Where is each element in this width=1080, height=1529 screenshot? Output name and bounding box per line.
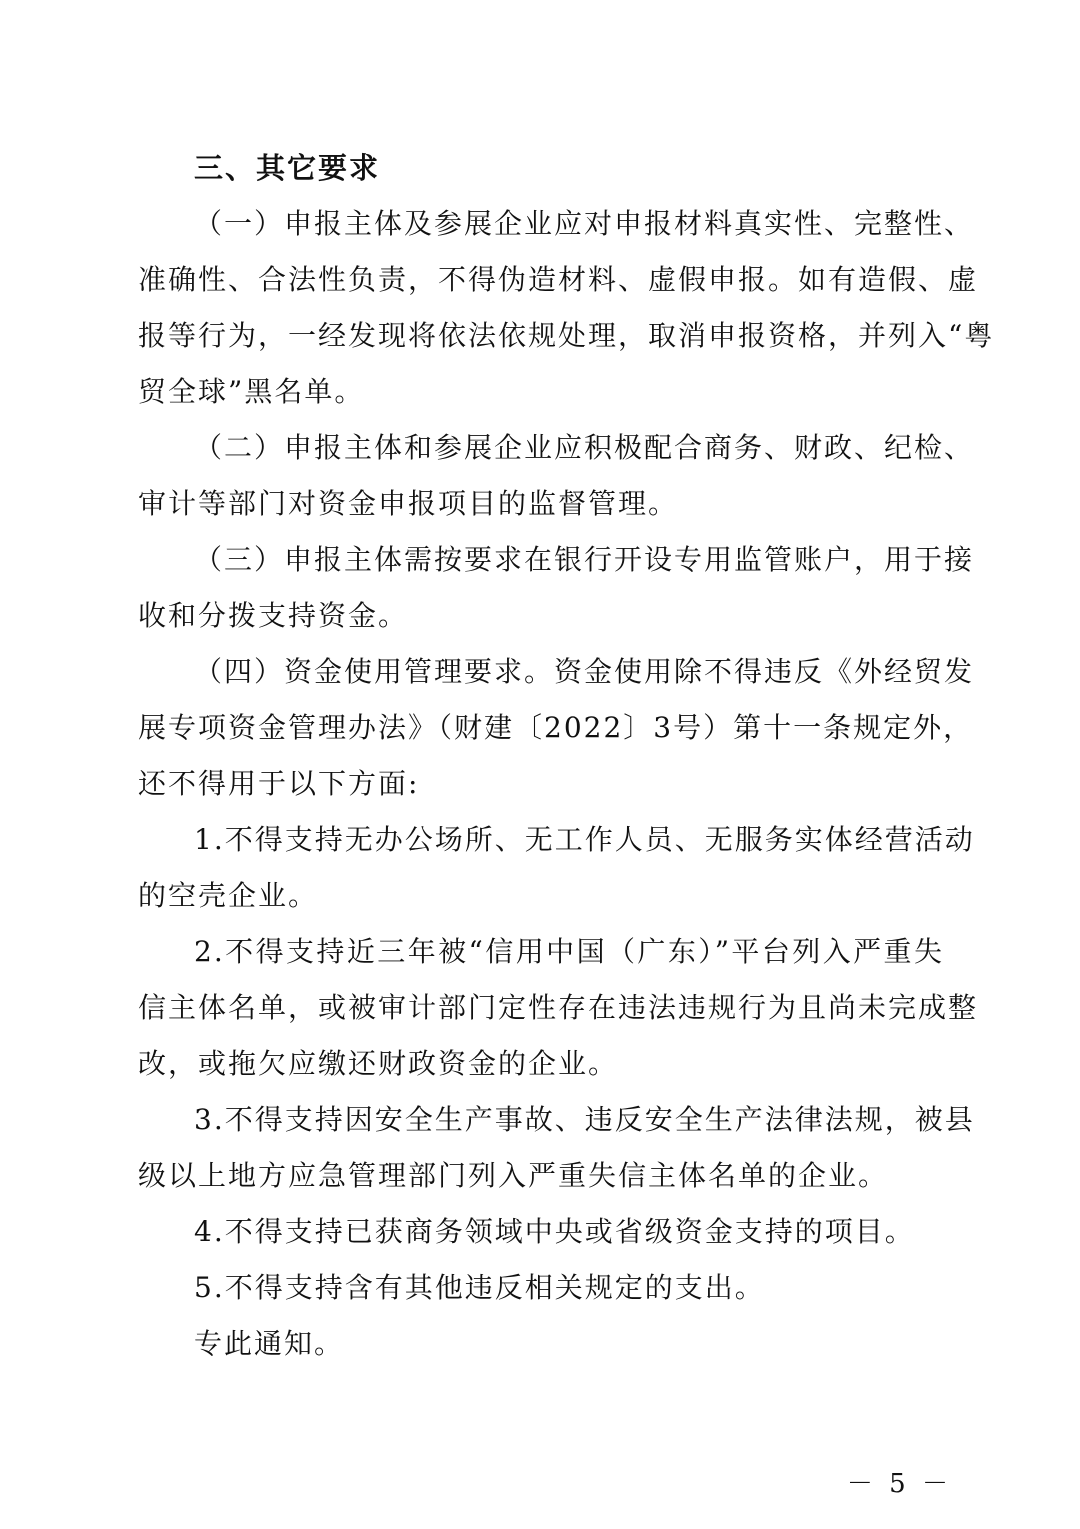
paragraph-line: 准确性、合法性负责，不得伪造材料、虚假申报。如有造假、虚	[138, 263, 979, 296]
paragraph-line: （一）申报主体及参展企业应对申报材料真实性、完整性、	[194, 207, 975, 240]
section-heading: 三、其它要求	[194, 151, 381, 185]
paragraph-line: 收和分拨支持资金。	[138, 599, 409, 632]
list-item-5	[138, 1260, 944, 1316]
paragraph-line: 4.不得支持已获商务领域中央或省级资金支持的项目。	[194, 1215, 915, 1248]
paragraph-line: 改，或拖欠应缴还财政资金的企业。	[138, 1047, 619, 1080]
paragraph-item-4	[138, 644, 975, 812]
paragraph-line: （四）资金使用管理要求。资金使用除不得违反《外经贸发	[194, 655, 975, 688]
list-item-3	[138, 1092, 975, 1204]
paragraph-line: 的空壳企业。	[138, 879, 319, 912]
paragraph-line: 2.不得支持近三年被“信用中国（广东）”平台列入严重失	[194, 935, 944, 968]
paragraph-line: 3.不得支持因安全生产事故、违反安全生产法律法规，被县	[194, 1103, 975, 1136]
paragraph-item-1	[138, 196, 995, 420]
paragraph-item-3	[138, 532, 975, 644]
paragraph-line: 审计等部门对资金申报项目的监督管理。	[138, 487, 679, 520]
list-item-4	[138, 1204, 944, 1260]
paragraph-line: 信主体名单，或被审计部门定性存在违法违规行为且尚未完成整	[138, 991, 979, 1024]
paragraph-line: 报等行为，一经发现将依法依规处理，取消申报资格，并列入“粤	[138, 319, 995, 352]
paragraph-line: 展专项资金管理办法》（财建〔2022〕3号）第十一条规定外，	[138, 711, 974, 744]
list-item-1	[138, 812, 975, 924]
paragraph-line: 贸全球”黑名单。	[138, 375, 365, 408]
closing-text: 专此通知。	[194, 1327, 345, 1360]
paragraph-item-2	[138, 420, 975, 532]
paragraph-line: 1.不得支持无办公场所、无工作人员、无服务实体经营活动	[194, 823, 975, 856]
document-body	[138, 140, 995, 1372]
list-item-2	[138, 924, 979, 1092]
paragraph-line: 级以上地方应急管理部门列入严重失信主体名单的企业。	[138, 1159, 889, 1192]
paragraph-line: （三）申报主体需按要求在银行开设专用监管账户，用于接	[194, 543, 975, 576]
paragraph-line: 5.不得支持含有其他违反相关规定的支出。	[194, 1271, 765, 1304]
paragraph-line: 还不得用于以下方面:	[138, 767, 420, 800]
page-number: － 5 －	[846, 1469, 952, 1499]
paragraph-line: （二）申报主体和参展企业应积极配合商务、财政、纪检、	[194, 431, 975, 464]
